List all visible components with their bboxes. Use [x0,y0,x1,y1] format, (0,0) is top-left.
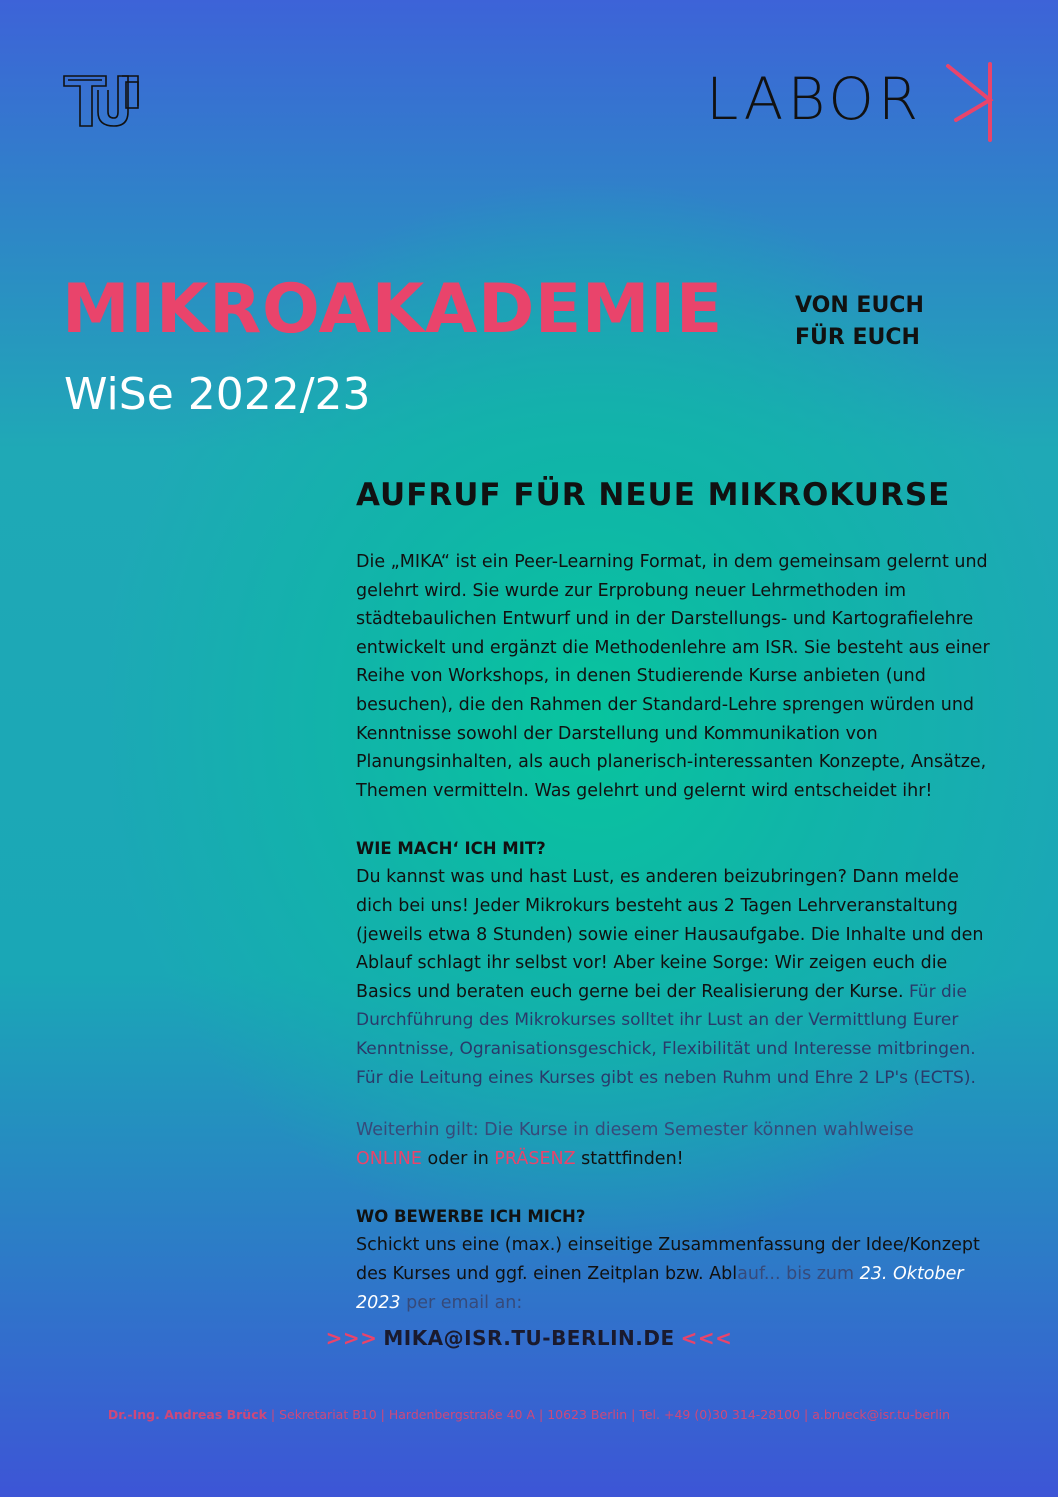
semester-label: WiSe 2022/23 [64,369,371,420]
labor-logo [706,62,998,142]
apply-tail: per email an: [400,1292,523,1313]
apply-deadline: 23. Oktober 2023 [356,1263,964,1313]
mode-praesenz: PRÄSENZ [494,1148,576,1169]
email-arrows-left: >>> [325,1326,378,1350]
page-title: MIKROAKADEMIE [62,270,723,349]
tagline [795,290,924,354]
howto-text-muted: Für die Durchführung des Mikrokurses solltet ihr Lust an der Vermittlung Eurer Kenntnisse, Ogranisationsgeschick, Flexibilität und Interesse mitbringen. Für die Leitung eines Kurses gibt es neben Ruhm und Ehre 2 LP's (ECTS). [356,981,976,1088]
apply-text-main: Schickt uns eine (max.) einseitige Zusammenfassung der Idee/Konzept des Kurses und ggf. einen Zeitplan bzw. Abl [356,1235,980,1284]
labor-k-mark-icon [926,62,998,142]
tagline-line-1: VON EUCH [795,293,924,318]
email-address-link[interactable]: MIKA@ISR.TU-BERLIN.DE [383,1326,675,1350]
tu-berlin-logo-icon [62,72,142,130]
apply-text-muted: auf... bis zum [737,1263,860,1284]
footer-name: Dr.-Ing. Andreas Brück [107,1407,267,1422]
main-content [356,478,996,1317]
labor-logo-text: LABOR [706,65,923,133]
howto-heading: WIE MACH‘ ICH MIT? [356,839,546,859]
tu-berlin-logo [62,72,142,130]
mode-or-in: oder in [421,1148,495,1169]
footer-details: | Sekretariat B10 | Hardenbergstraße 40 A | 10623 Berlin | Tel. +49 (0)30 314-28100 | a.brueck@isr.tu-berlin [266,1407,951,1422]
call-title: AUFRUF FÜR NEUE MIKROKURSE [356,477,951,513]
tagline-line-2: FÜR EUCH [795,325,920,350]
apply-paragraph [356,1231,996,1317]
mode-online: ONLINE [356,1148,422,1169]
howto-text-main: Du kannst was und hast Lust, es anderen beizubringen? Dann melde dich bei uns! Jeder Mikrokurs besteht aus 2 Tagen Lehrveranstaltung (jeweils etwa 8 Stunden) sowie einer Hausaufgabe. Die Inhalte und den Ablauf schlagt ihr selbst vor! Aber keine Sorge: Wir zeigen euch die Basics und beraten euch gerne bei der Realisierung der Kurse. [356,867,984,1002]
intro-paragraph: Die „MIKA“ ist ein Peer-Learning Format, in dem gemeinsam gelernt und gelehrt wird. Sie wurde zur Erprobung neuer Lehrmethoden im städtebaulichen Entwurf und in der Darstellungs- und Kartografielehre entwickelt und ergänzt die Methodenlehre am ISR. Sie besteht aus einer Reihe von Workshops, in denen Studierende Kurse anbieten (und besuchen), die den Rahmen der Standard-Lehre sprengen würden und Kenntnisse sowohl der Darstellung und Kommunikation von Planungsinhalten, als auch planerisch-interessanten Konzepte, Ansätze, Themen vermitteln. Was gelehrt und gelernt wird entscheidet ihr! [356,552,990,801]
howto-paragraph [356,863,996,1092]
email-line [0,1326,1058,1350]
apply-heading: WO BEWERBE ICH MICH? [356,1207,586,1227]
mode-tail: stattfinden! [575,1148,684,1169]
email-arrows-right: <<< [680,1326,733,1350]
footer-contact [0,1407,1058,1422]
mode-lead: Weiterhin gilt: Die Kurse in diesem Semester können wahlweise [356,1120,914,1141]
mode-paragraph [356,1116,996,1173]
